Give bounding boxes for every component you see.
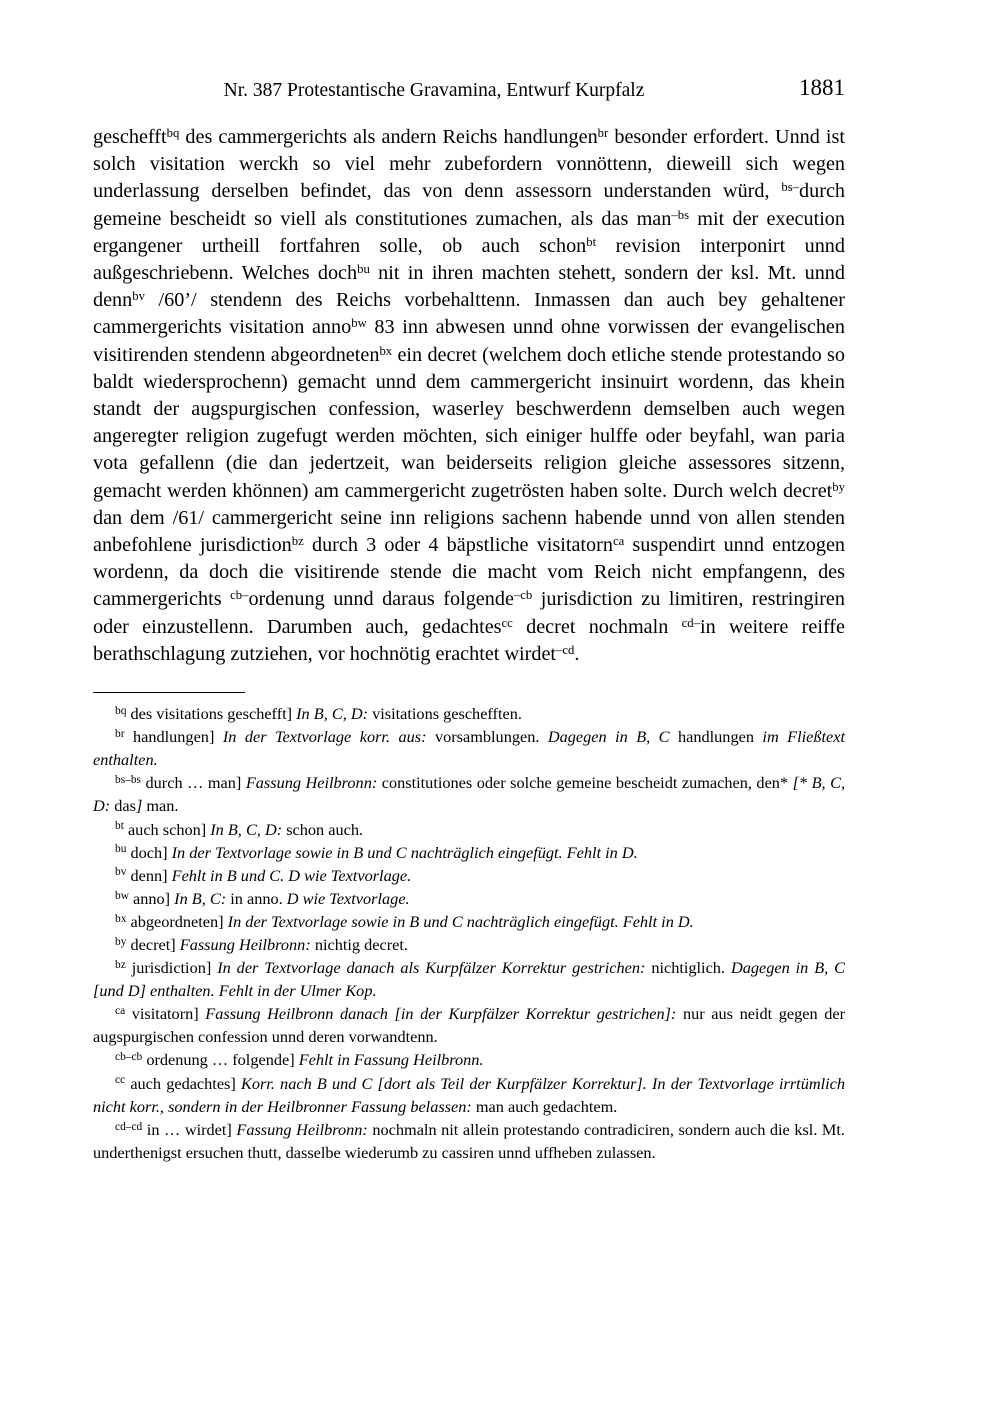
footnote-lemma-text: auch gedachtes] — [130, 1073, 241, 1093]
body-text-run: durch 3 oder 4 bäpstliche visitatorn — [303, 534, 613, 557]
body-text-run: /60’/ stendenn des Reichs vorbehalttenn. Inmassen dan auch bey gehaltener cammergerichts visitation anno — [93, 289, 845, 339]
footnote-editorial-text: Fehlt in Fassung Heilbronn. — [298, 1050, 484, 1070]
footnote-lemma-text: man auch gedachtem. — [471, 1096, 618, 1116]
footnote-editorial-text: [* B, C, D: — [93, 773, 846, 816]
footnote-marker: cb–cb — [115, 1051, 143, 1064]
footnote-lemma-text: visitations geschefften. — [368, 704, 522, 724]
footnote-lemma-text: in anno. — [226, 888, 287, 908]
footnote-lemma-text: durch … man] — [145, 773, 246, 793]
page-number: 1881 — [799, 75, 845, 100]
footnote-editorial-text: In B, C, D: — [296, 704, 369, 724]
footnote-reference: cb– — [230, 588, 249, 603]
footnote-reference: bx — [379, 343, 393, 358]
footnote-entry — [93, 910, 845, 933]
running-head-title: Nr. 387 Protestantische Gravamina, Entwurf Kurpfalz — [223, 80, 645, 101]
footnote-marker: ca — [115, 1005, 126, 1018]
footnote-editorial-text: In der Textvorlage sowie in B und C nachträglich eingefügt. Fehlt in D. — [171, 842, 638, 862]
footnote-reference: ca — [612, 533, 625, 548]
footnote-lemma-text: des visitations geschefft] — [130, 704, 297, 724]
footnote-entry — [93, 725, 845, 771]
footnote-reference: bt — [586, 234, 597, 249]
footnote-entry — [93, 956, 845, 1002]
footnote-marker: bt — [115, 820, 124, 833]
body-text-run: in weitere reiffe berathschlagung zutziehen, vor hochnötig erachtet wirdet — [93, 615, 845, 665]
footnote-lemma-text: nochmaln nit allein protestando contradiciren, sondern auch die ksl. Mt. underthenigst ersuchen thutt, dasselbe wiederumb zu cassiren unnd uffheben zulassen. — [93, 1119, 846, 1162]
footnote-entry — [93, 818, 845, 841]
footnote-lemma-text: vorsamblungen. — [426, 727, 548, 747]
body-text-run: ein decret (welchem doch etliche stende protestando so baldt wiedersprochenn) gemacht unnd dem cammergericht insinuirt wordenn, das khein standt der augspurgischen confession, waserley beschwerdenn demselben auch wegen angeregter religion zugefugt werden möchten, sich einiger hulffe oder beyfahl, wan paria vota gefallenn (die dan jedertzeit, wan beiderseits religion gleiche assessores sitzenn, gemacht werden khönnen) am cammergericht zugetrösten haben solte. Durch welch decret — [93, 343, 845, 502]
body-text-run: . — [574, 642, 580, 665]
footnote-marker: bx — [115, 912, 127, 925]
footnote-lemma-text: decret] — [130, 935, 180, 954]
footnote-lemma-text: denn] — [130, 865, 172, 885]
footnote-entry — [93, 887, 845, 910]
running-head — [93, 74, 845, 108]
footnote-reference: –cb — [513, 588, 533, 603]
footnote-reference: cc — [501, 615, 513, 630]
footnote-editorial-text: Korr. nach B und C [dort als Teil der Kurpfälzer Korrektur]. In der Textvorlage irrtümlich nicht korr., sondern in der Heilbronner Fassung belassen: — [93, 1073, 846, 1116]
body-text-run: besonder erfordert. Unnd ist solch visitation werckh so viel mehr zubefordern vonnöttenn, dieweill sich wegen underlassung derselben befindet, das von denn assessorn understanden würd, — [93, 126, 845, 203]
footnote-lemma-text: das — [110, 796, 136, 816]
footnote-lemma-text: in … wirdet] — [146, 1119, 237, 1139]
body-text — [93, 124, 845, 668]
body-paragraph — [93, 124, 845, 668]
footnote-reference: –bs — [671, 207, 690, 222]
footnote-lemma-text: ordenung … folgende] — [146, 1050, 299, 1070]
body-text-run: dan dem /61/ cammergericht seine inn religions sachenn habende unnd von allen stenden anbefohlene jurisdiction — [93, 506, 845, 557]
footnote-editorial-text: Fassung Heilbronn: — [179, 935, 311, 954]
footnote-marker: bu — [115, 843, 127, 856]
footnote-entry — [93, 933, 845, 956]
footnote-lemma-text: jurisdiction] — [131, 958, 218, 978]
footnote-editorial-text: In der Textvorlage sowie in B und C nachträglich eingefügt. Fehlt in D. — [227, 911, 694, 931]
footnote-entry — [93, 1072, 845, 1118]
body-text-run: geschefft — [93, 126, 167, 148]
footnote-editorial-text: Dagegen in B, C — [547, 727, 670, 747]
footnote-marker: bz — [115, 958, 126, 971]
footnote-lemma-text: schon auch. — [282, 819, 364, 839]
footnote-marker: bv — [115, 866, 127, 879]
footnote-marker: cc — [115, 1074, 126, 1087]
footnote-reference: –cd — [556, 642, 575, 657]
footnote-lemma-text: handlungen] — [132, 727, 223, 747]
footnote-entry — [93, 1048, 845, 1071]
footnote-apparatus — [93, 702, 845, 1164]
footnote-editorial-text: Dagegen in B, C [und D] enthalten. Fehlt in der Ulmer Kop. — [93, 958, 845, 1001]
footnote-lemma-text: abgeordneten] — [130, 911, 228, 931]
body-text-run: suspendirt unnd entzogen wordenn, da doch die visitirende stende die macht vom Reich nicht empfangenn, des cammergerichts — [93, 534, 845, 611]
footnote-lemma-text: nichtig decret. — [310, 935, 408, 954]
footnote-editorial-text: Fassung Heilbronn danach [in der Kurpfälzer Korrektur gestrichen]: — [205, 1004, 677, 1024]
body-text-run: jurisdiction zu limitiren, restringiren oder einzustellenn. Darumben auch, gedachtes — [93, 588, 845, 638]
footnote-reference: bu — [357, 261, 370, 276]
footnote-editorial-text: Fassung Heilbronn: — [236, 1119, 368, 1139]
footnote-reference: bv — [132, 289, 145, 304]
body-text-run: durch gemeine bescheidt so viell als constitutiones zumachen, als das man — [93, 180, 845, 230]
body-text-run: 83 inn abwesen unnd ohne vorwissen der evangelischen visitirenden stendenn abgeordneten — [93, 316, 845, 366]
footnote-editorial-text: In B, C: — [174, 888, 227, 908]
footnote-marker: bq — [115, 704, 127, 717]
footnote-marker: by — [115, 935, 127, 948]
footnote-lemma-text: nichtiglich. — [645, 958, 731, 978]
footnote-lemma-text: man. — [142, 796, 179, 816]
footnote-editorial-text: In B, C, D: — [210, 819, 283, 839]
footnote-entry — [93, 771, 845, 817]
body-text-run: mit der execution ergangener urtheill fortfahren solle, ob auch schon — [93, 207, 845, 257]
footnote-editorial-text: In der Textvorlage danach als Kurpfälzer Korrektur gestrichen: — [217, 958, 646, 978]
footnote-reference: bq — [166, 125, 180, 140]
body-text-run: decret nochmaln — [512, 615, 682, 638]
footnote-marker: bs–bs — [115, 774, 141, 787]
body-text-run: des cammergerichts als andern Reichs handlungen — [179, 126, 598, 148]
footnote-lemma-text: constitutiones oder solche gemeine bescheidt zumachen, den* — [377, 773, 793, 793]
footnote-marker: cd–cd — [115, 1120, 143, 1133]
footnote-marker: bw — [115, 889, 129, 902]
footnote-reference: by — [832, 479, 845, 494]
footnote-editorial-text: Fassung Heilbronn: — [245, 773, 378, 793]
footnote-reference: bs– — [781, 180, 800, 195]
footnote-editorial-text: ] — [135, 796, 143, 816]
footnote-entry — [93, 841, 845, 864]
footnote-entry — [93, 864, 845, 887]
footnote-reference: cd– — [681, 615, 700, 630]
footnote-lemma-text: auch schon] — [127, 819, 211, 839]
footnote-reference: bz — [291, 533, 304, 548]
body-text-run: revision interponirt unnd außgeschriebenn. Welches doch — [93, 234, 845, 285]
footnote-lemma-text: nur aus neidt gegen der augspurgischen confession unnd deren vorwandtenn. — [93, 1004, 845, 1047]
footnote-lemma-text: visitatorn] — [131, 1004, 206, 1024]
footnote-editorial-text: D wie Textvorlage. — [286, 888, 410, 908]
body-text-run: ordenung unnd daraus folgende — [248, 588, 514, 611]
footnote-reference: br — [597, 125, 609, 140]
footnote-editorial-text: Fehlt in B und C. D wie Textvorlage. — [171, 865, 412, 885]
footnote-entry — [93, 1002, 845, 1048]
body-text-run: nit in ihren machten stehett, sondern der ksl. Mt. unnd denn — [93, 262, 845, 312]
footnote-reference: bw — [351, 316, 367, 331]
footnote-editorial-text: In der Textvorlage korr. aus: — [222, 727, 427, 747]
footnote-lemma-text: handlungen — [669, 727, 763, 747]
footnote-lemma-text: doch] — [130, 842, 172, 862]
page-content — [93, 74, 845, 1164]
footnote-editorial-text: im Fließtext enthalten. — [93, 727, 846, 770]
footnote-entry — [93, 1118, 845, 1164]
footnote-marker: br — [115, 727, 125, 740]
footnote-lemma-text: anno] — [133, 888, 175, 908]
footnote-separator-rule — [93, 692, 245, 693]
footnote-entry — [93, 702, 845, 725]
